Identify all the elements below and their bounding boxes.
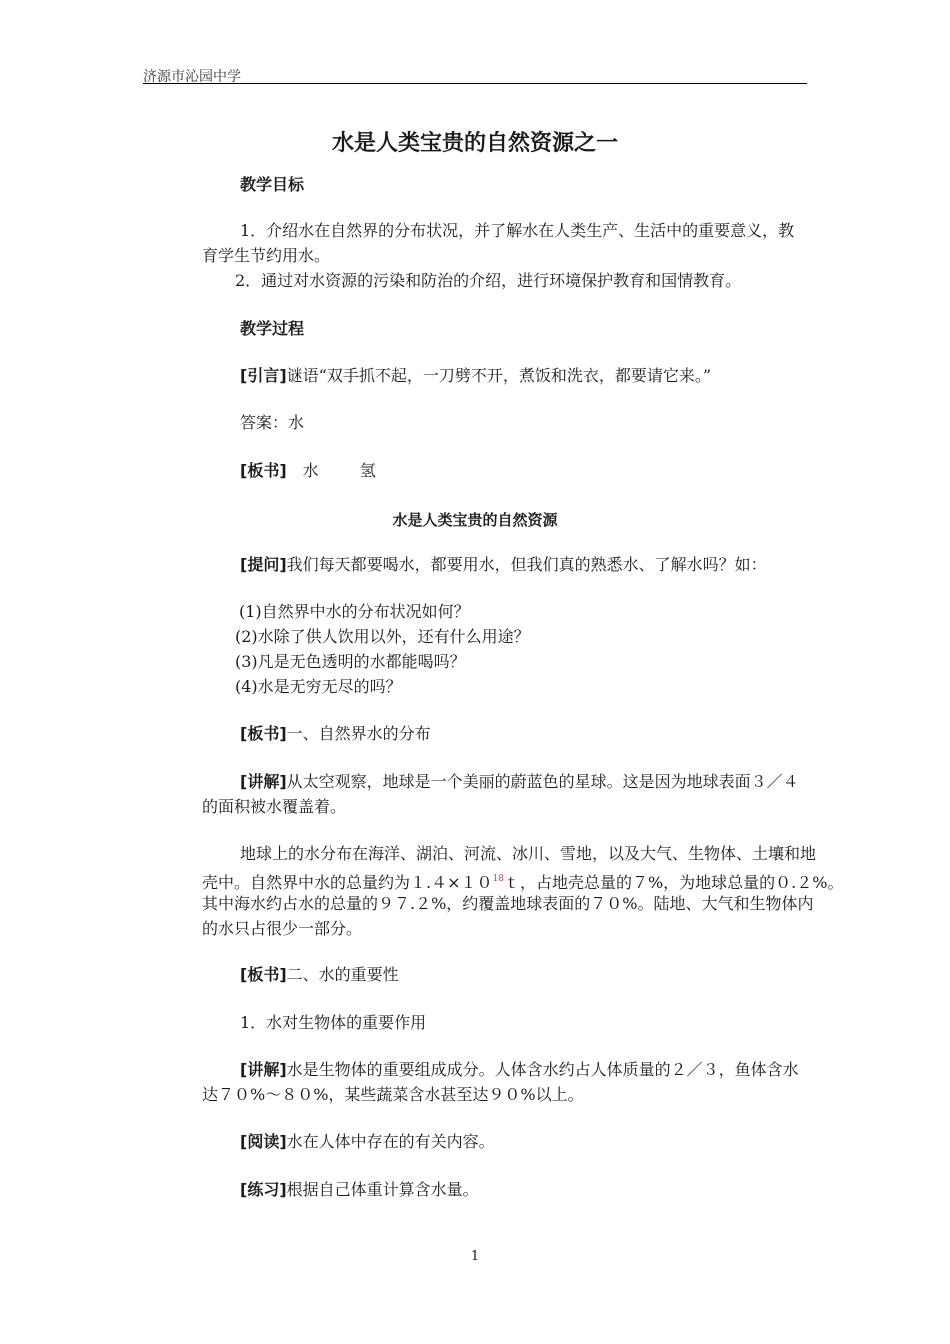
subsection-1-heading: 1．水对生物体的重要作用 [240, 1013, 427, 1032]
goal-item-1-line-2: 育学生节约用水。 [202, 246, 331, 265]
intro-tag: [引言] [240, 366, 287, 385]
lecture-tag-1: [讲解] [240, 772, 287, 791]
board-text-2: 一、自然界水的分布 [286, 724, 431, 743]
board-tag-3: [板书] [240, 965, 287, 984]
question-tag: [提问] [240, 555, 287, 574]
intro-text: 谜语“双手抓不起，一刀劈不开，煮饭和洗衣，都要请它来。” [286, 366, 712, 385]
question-item-1: (1)自然界中水的分布状况如何？ [239, 602, 470, 621]
question-paragraph [240, 555, 767, 575]
practice-tag: [练习] [240, 1180, 287, 1199]
practice-note [240, 1180, 479, 1200]
document-title: 水是人类宝贵的自然资源之一 [331, 131, 618, 156]
reading-note [240, 1132, 495, 1152]
distribution-paragraph-line-2 [202, 869, 843, 893]
lecture-2-text: 水是生物体的重要组成成分。人体含水约占人体质量的２／３，鱼体含水 [286, 1060, 799, 1079]
practice-text: 根据自己体重计算含水量。 [286, 1180, 479, 1199]
water-total-text-a: 壳中。自然界中水的总量约为１.４×１０ [202, 873, 493, 892]
lecture-tag-2: [讲解] [240, 1060, 287, 1079]
question-item-3: (3)凡是无色透明的水都能喝吗？ [235, 652, 466, 671]
exponent-superscript: 18 [492, 874, 504, 884]
process-heading: 教学过程 [240, 319, 305, 338]
lecture-1-line-1 [240, 772, 799, 792]
distribution-paragraph-line-4: 的水只占很少一部分。 [202, 919, 363, 938]
board-tag-2: [板书] [240, 724, 287, 743]
goal-item-2: 2．通过对水资源的污染和防治的介绍，进行环境保护教育和国情教育。 [235, 271, 742, 290]
board-text-3: 二、水的重要性 [286, 965, 399, 984]
answer-line: 答案：水 [240, 413, 305, 432]
section-subtitle: 水是人类宝贵的自然资源 [392, 511, 558, 529]
water-total-text-b: ｔ，占地壳总量的７%，为地球总量的０.２%。 [503, 873, 844, 892]
question-item-4: (4)水是无穷无尽的吗？ [235, 677, 402, 696]
intro-paragraph [240, 366, 711, 386]
question-item-2: (2)水除了供人饮用以外，还有什么用途？ [235, 627, 530, 646]
reading-text: 水在人体中存在的有关内容。 [286, 1132, 495, 1151]
board-note-1 [240, 461, 376, 481]
goal-item-1-line-1: 1．介绍水在自然界的分布状况，并了解水在人类生产、生活中的重要意义，教 [240, 221, 795, 240]
board-note-2 [240, 724, 431, 744]
lecture-2-line-1 [240, 1060, 799, 1080]
lecture-1-line-2: 的面积被水覆盖着。 [202, 797, 347, 816]
header-school-name: 济源市沁园中学 [143, 69, 241, 85]
lecture-1-text: 从太空观察，地球是一个美丽的蔚蓝色的星球。这是因为地球表面３／４ [286, 772, 799, 791]
distribution-paragraph-line-1: 地球上的水分布在海洋、湖泊、河流、冰川、雪地，以及大气、生物体、土壤和地 [240, 844, 817, 863]
board-tag-1: [板书] [240, 461, 287, 480]
board-note-3 [240, 965, 399, 985]
goals-heading: 教学目标 [240, 175, 305, 194]
board-text-1: 水 氢 [286, 461, 376, 480]
question-text: 我们每天都要喝水，都要用水，但我们真的熟悉水、了解水吗？如： [286, 555, 767, 574]
header-divider [143, 83, 807, 84]
page-number: 1 [470, 1249, 480, 1264]
lecture-2-line-2: 达７０%～８０%，某些蔬菜含水甚至达９０%以上。 [202, 1085, 584, 1104]
reading-tag: [阅读] [240, 1132, 287, 1151]
distribution-paragraph-line-3: 其中海水约占水的总量的９７.２%，约覆盖地球表面的７０%。陆地、大气和生物体内 [202, 894, 814, 913]
